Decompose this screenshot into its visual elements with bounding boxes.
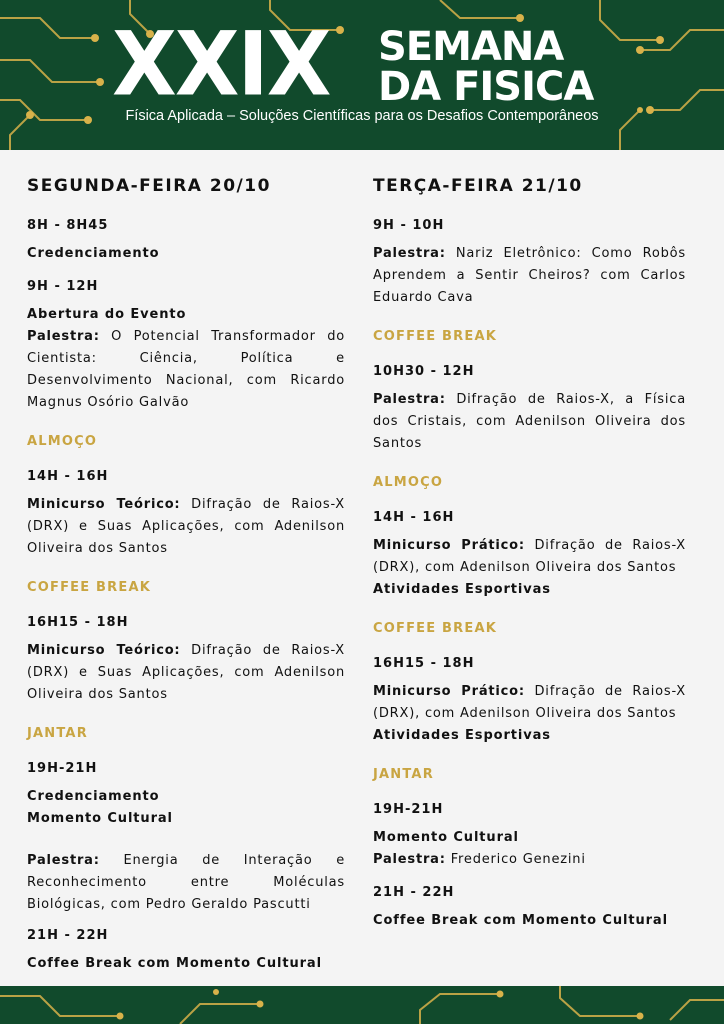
activity-description [373, 243, 686, 309]
activity-label: Palestra: [27, 853, 100, 868]
header-banner [0, 0, 724, 150]
activity-title: Momento Cultural [27, 811, 173, 826]
activity-label: Minicurso Prático: [373, 684, 525, 699]
activity-title: Coffee Break com Momento Cultural [373, 913, 668, 928]
activity-title: Momento Cultural [373, 830, 519, 845]
title-line-2: DA FISICA [378, 64, 594, 110]
activity-text: Difração de Raios-X (DRX), com Adenilson Oliveira dos Santos [373, 684, 686, 721]
time-slot: 10H30 - 12H [373, 364, 475, 379]
time-slot: 16H15 - 18H [373, 656, 475, 671]
activity-text: Frederico Genezini [450, 852, 586, 867]
activity-text: Difração de Raios-X (DRX) e Suas Aplicações, com Adenilson Oliveira dos Santos [27, 497, 345, 556]
time-slot: 19H-21H [373, 802, 444, 817]
time-slot: 16H15 - 18H [27, 615, 129, 630]
activity-description [27, 326, 345, 414]
break-label-dinner: JANTAR [27, 726, 88, 741]
schedule-tuesday [373, 172, 686, 932]
schedule-monday [27, 172, 345, 975]
circuit-pattern-decoration [0, 0, 724, 150]
time-slot: 19H-21H [27, 761, 98, 776]
activity-label: Palestra: [373, 852, 446, 867]
activity-title: Atividades Esportivas [373, 582, 551, 597]
activity-title: Atividades Esportivas [373, 728, 551, 743]
day-heading-monday: SEGUNDA-FEIRA 20/10 [27, 176, 271, 196]
day-heading-tuesday: TERÇA-FEIRA 21/10 [373, 176, 583, 196]
activity-label: Minicurso Teórico: [27, 643, 181, 658]
break-label-dinner: JANTAR [373, 767, 434, 782]
time-slot: 14H - 16H [373, 510, 455, 525]
activity-label: Minicurso Prático: [373, 538, 525, 553]
activity-title: Coffee Break com Momento Cultural [27, 956, 322, 971]
activity-description [373, 849, 686, 871]
footer-banner [0, 986, 724, 1024]
edition-roman-numeral: XXIX [112, 12, 330, 116]
time-slot: 9H - 12H [27, 279, 99, 294]
activity-text: O Potencial Transformador do Cientista: Ciência, Política e Desenvolvimento Nacional, com Ricardo Magnus Osório Galvão [27, 329, 345, 410]
activity-description [373, 681, 686, 725]
activity-title: Credenciamento [27, 246, 160, 261]
time-slot: 8H - 8H45 [27, 218, 109, 233]
circuit-pattern-decoration [0, 986, 724, 1024]
activity-description [27, 494, 345, 560]
activity-description [27, 850, 345, 916]
activity-label: Palestra: [373, 392, 446, 407]
break-label-coffee: COFFEE BREAK [373, 621, 497, 636]
activity-description [373, 389, 686, 455]
event-subtitle: Física Aplicada – Soluções Científicas para os Desafios Contemporâneos [125, 108, 599, 124]
time-slot: 21H - 22H [27, 928, 109, 943]
activity-text: Difração de Raios-X (DRX), com Adenilson Oliveira dos Santos [373, 538, 686, 575]
break-label-coffee: COFFEE BREAK [27, 580, 151, 595]
break-label-lunch: ALMOÇO [373, 475, 444, 490]
activity-text: Energia de Interação e Reconhecimento entre Moléculas Biológicas, com Pedro Geraldo Pascutti [27, 853, 345, 912]
activity-label: Minicurso Teórico: [27, 497, 181, 512]
title-line-1: SEMANA [378, 24, 564, 70]
activity-text: Difração de Raios-X (DRX) e Suas Aplicações, com Adenilson Oliveira dos Santos [27, 643, 345, 702]
time-slot: 14H - 16H [27, 469, 109, 484]
activity-description [27, 640, 345, 706]
activity-text: Nariz Eletrônico: Como Robôs Aprendem a Sentir Cheiros? com Carlos Eduardo Cava [373, 246, 687, 305]
activity-text: Difração de Raios-X, a Física dos Cristais, com Adenilson Oliveira dos Santos [373, 392, 686, 451]
time-slot: 21H - 22H [373, 885, 455, 900]
activity-title: Abertura do Evento [27, 307, 187, 322]
activity-description [373, 535, 686, 579]
activity-label: Palestra: [373, 246, 446, 261]
activity-label: Palestra: [27, 329, 100, 344]
activity-title: Credenciamento [27, 789, 160, 804]
time-slot: 9H - 10H [373, 218, 445, 233]
break-label-lunch: ALMOÇO [27, 434, 98, 449]
break-label-coffee: COFFEE BREAK [373, 329, 497, 344]
